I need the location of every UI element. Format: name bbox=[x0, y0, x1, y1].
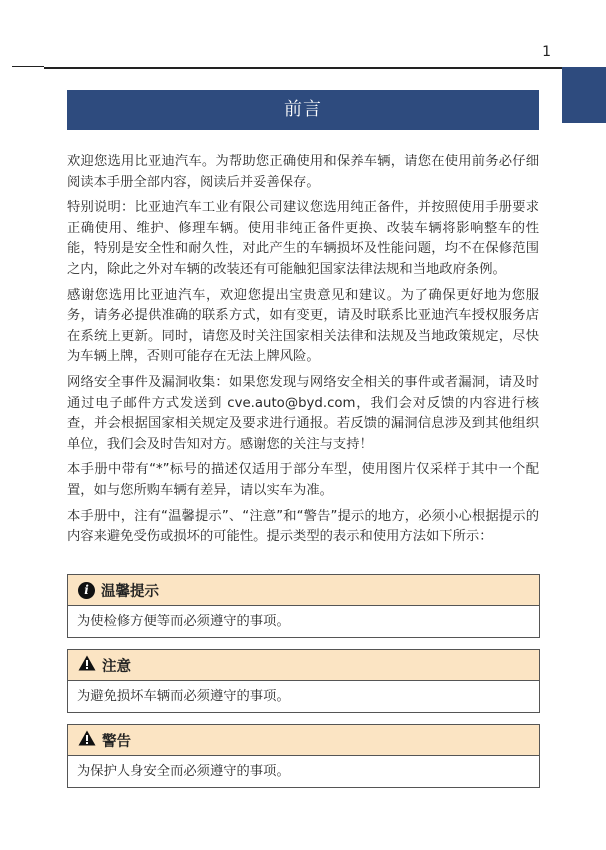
info-icon: i bbox=[78, 582, 95, 599]
warning-triangle-icon bbox=[78, 655, 96, 675]
paragraph-special-note: 特别说明：比亚迪汽车工业有限公司建议您选用纯正备件，并按照使用手册要求正确使用、维护、修理车辆。使用非纯正备件更换、改装车辆将影响整车的性能，特别是安全性和耐久性，对此产生的车辆损坏及性能问题，均不在保修范围之内，除此之外对车辆的改装还有可能触犯国家法律法规和当地政府条例。 bbox=[67, 200, 539, 277]
notice-warning bbox=[67, 724, 540, 788]
page-title: 前言 bbox=[67, 90, 539, 130]
notice-caution-header bbox=[68, 650, 539, 681]
warning-triangle-icon bbox=[78, 730, 96, 750]
notice-tip-title: 温馨提示 bbox=[101, 583, 159, 600]
notice-tip-text: 为使检修方便等而必须遵守的事项。 bbox=[77, 614, 290, 629]
header-rule bbox=[44, 67, 562, 69]
paragraph-welcome: 欢迎您选用比亚迪汽车。为帮助您正确使用和保养车辆，请您在使用前务必仔细阅读本手册全部内容，阅读后并妥善保存。 bbox=[67, 154, 539, 190]
chapter-side-tab bbox=[562, 67, 606, 123]
header-rule-short bbox=[12, 66, 44, 67]
notice-caution-title: 注意 bbox=[102, 658, 131, 675]
body-text bbox=[67, 152, 539, 553]
paragraph-asterisk-note: 本手册中带有“*”标号的描述仅适用于部分车型，使用图片仅采样于其中一个配置，如与您所购车辆有差异，请以实车为准。 bbox=[67, 462, 539, 498]
notice-tip-header bbox=[68, 575, 539, 606]
notice-tip bbox=[67, 574, 540, 638]
notice-warning-title: 警告 bbox=[102, 733, 131, 750]
notice-caution-text: 为避免损坏车辆而必须遵守的事项。 bbox=[77, 689, 290, 704]
notice-warning-header bbox=[68, 725, 539, 756]
paragraph-notice-types: 本手册中，注有“温馨提示”、“注意”和“警告”提示的地方，必须小心根据提示的内容来避免受伤或损坏的可能性。提示类型的表示和使用方法如下所示： bbox=[67, 508, 539, 545]
paragraph-thanks: 感谢您选用比亚迪汽车，欢迎您提出宝贵意见和建议。为了确保更好地为您服务，请务必提供准确的联系方式，如有变更，请及时联系比亚迪汽车授权服务店在系统上更新。同时，请您及时关注国家相关法律和法规及当地政策规定，尽快为车辆上牌，否则可能存在无法上牌风险。 bbox=[67, 287, 539, 365]
notice-caution bbox=[67, 649, 540, 713]
page-number: 1 bbox=[542, 44, 551, 60]
notice-warning-text: 为保护人身安全而必须遵守的事项。 bbox=[77, 764, 290, 779]
paragraph-cybersecurity: 网络安全事件及漏洞收集：如果您发现与网络安全相关的事件或者漏洞，请及时通过电子邮件方式发送到 cve.auto@byd.com，我们会对反馈的内容进行核查，并会根据国家相关规定及要求进行通报。若反馈的漏洞信息涉及到其他组织单位，我们会及时告知对方。感谢您的关注与支持！ bbox=[67, 374, 539, 452]
